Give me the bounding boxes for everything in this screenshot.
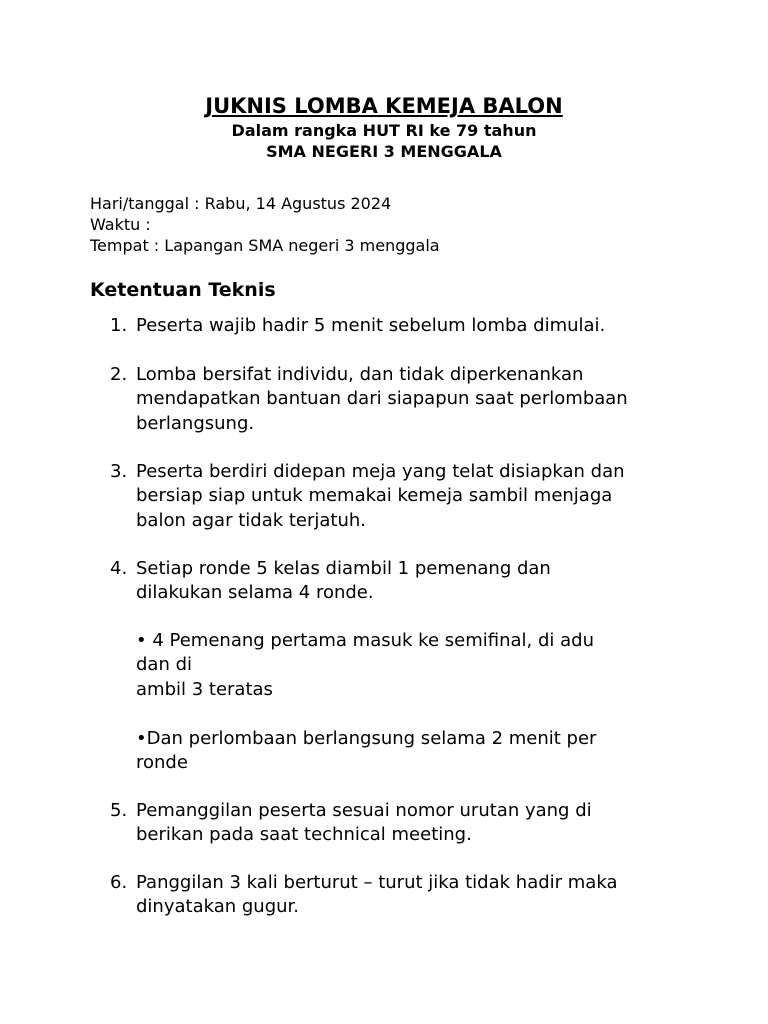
- list-item-text: Lomba bersifat individu, dan tidak diperkenankan mendapatkan bantuan dari siapapun saat perlombaan berlangsung.: [136, 364, 628, 434]
- info-place: Tempat : Lapangan SMA negeri 3 menggala: [90, 236, 440, 255]
- info-time: Waktu :: [90, 215, 151, 234]
- document-title: JUKNIS LOMBA KEMEJA BALON: [205, 94, 563, 118]
- sub-bullet-line: •Dan perlombaan berlangsung selama 2 menit per: [136, 728, 597, 749]
- list-item-number: 4.: [110, 558, 128, 579]
- event-info: [90, 193, 440, 256]
- sub-bullet-line: ambil 3 teratas: [136, 678, 273, 700]
- list-item-number: 6.: [110, 872, 128, 893]
- sub-bullet-line: • 4 Pemenang pertama masuk ke semifinal, di adu: [136, 630, 594, 651]
- list-item-number: 1.: [110, 315, 128, 336]
- list-item-text: Peserta wajib hadir 5 menit sebelum lomba dimulai.: [136, 315, 606, 336]
- sub-bullet: [136, 727, 656, 776]
- list-item-text: Panggilan 3 kali berturut – turut jika tidak hadir maka dinyatakan gugur.: [136, 872, 618, 918]
- sub-bullet: [136, 629, 656, 702]
- list-item-number: 5.: [110, 800, 128, 821]
- list-item-number: 3.: [110, 461, 128, 482]
- sub-bullet-line: ronde: [136, 752, 188, 774]
- info-date: Hari/tanggal : Rabu, 14 Agustus 2024: [90, 194, 392, 213]
- sub-bullet-line: dan di: [136, 654, 193, 676]
- section-heading: Ketentuan Teknis: [90, 279, 276, 301]
- list-item-number: 2.: [110, 364, 128, 385]
- list-item-text: Pemanggilan peserta sesuai nomor urutan yang di berikan pada saat technical meeting.: [136, 800, 592, 846]
- list-item-text: Peserta berdiri didepan meja yang telat disiapkan dan bersiap siap untuk memakai kemeja sambil menjaga balon agar tidak terjatuh.: [136, 461, 625, 531]
- document-subtitle-event: Dalam rangka HUT RI ke 79 tahun: [231, 121, 537, 140]
- list-item-text: Setiap ronde 5 kelas diambil 1 pemenang dan dilakukan selama 4 ronde.: [136, 558, 551, 604]
- document-subtitle-school: SMA NEGERI 3 MENGGALA: [266, 142, 502, 161]
